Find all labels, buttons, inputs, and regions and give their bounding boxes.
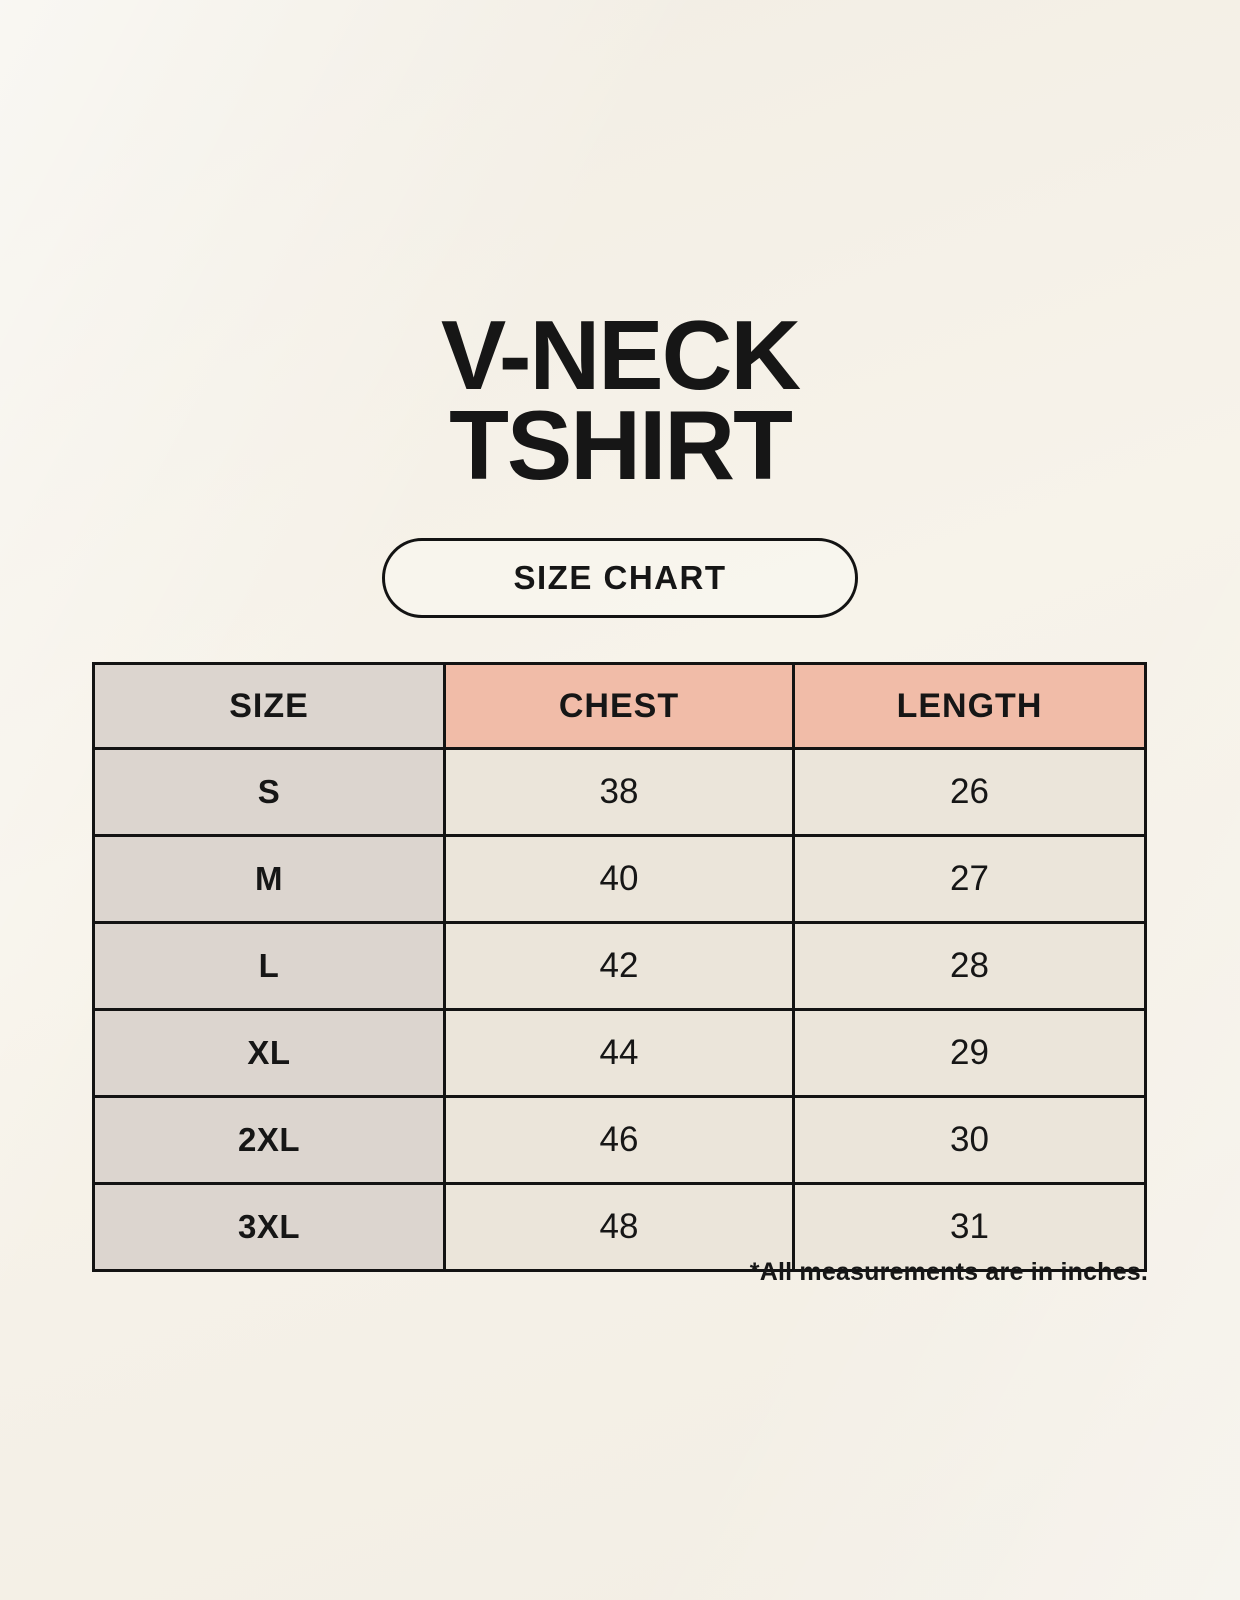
table-row bbox=[94, 836, 1146, 923]
product-title-line2: TSHIRT bbox=[449, 390, 791, 500]
length-value-3xl: 31 bbox=[794, 1184, 1146, 1271]
chest-value-s: 38 bbox=[445, 749, 794, 836]
table-row bbox=[94, 1097, 1146, 1184]
size-label-l: L bbox=[94, 923, 445, 1010]
size-chart-badge bbox=[382, 538, 858, 618]
size-table bbox=[92, 662, 1147, 1272]
chest-value-m: 40 bbox=[445, 836, 794, 923]
length-value-s: 26 bbox=[794, 749, 1146, 836]
table-header-row bbox=[94, 664, 1146, 749]
column-header-chest: CHEST bbox=[445, 664, 794, 749]
size-label-3xl: 3XL bbox=[94, 1184, 445, 1271]
table-row bbox=[94, 749, 1146, 836]
chest-value-xl: 44 bbox=[445, 1010, 794, 1097]
product-title bbox=[0, 300, 1240, 500]
size-label-xl: XL bbox=[94, 1010, 445, 1097]
table-row bbox=[94, 923, 1146, 1010]
product-title-line1: V-NECK bbox=[440, 300, 800, 410]
chest-value-l: 42 bbox=[445, 923, 794, 1010]
measurements-footnote: *All measurements are in inches. bbox=[749, 1258, 1148, 1286]
size-label-s: S bbox=[94, 749, 445, 836]
length-value-2xl: 30 bbox=[794, 1097, 1146, 1184]
size-chart-badge-label: SIZE CHART bbox=[513, 559, 727, 596]
chest-value-3xl: 48 bbox=[445, 1184, 794, 1271]
column-header-size: SIZE bbox=[94, 664, 445, 749]
table-row bbox=[94, 1010, 1146, 1097]
length-value-l: 28 bbox=[794, 923, 1146, 1010]
size-label-m: M bbox=[94, 836, 445, 923]
length-value-xl: 29 bbox=[794, 1010, 1146, 1097]
column-header-length: LENGTH bbox=[794, 664, 1146, 749]
length-value-m: 27 bbox=[794, 836, 1146, 923]
chest-value-2xl: 46 bbox=[445, 1097, 794, 1184]
size-label-2xl: 2XL bbox=[94, 1097, 445, 1184]
